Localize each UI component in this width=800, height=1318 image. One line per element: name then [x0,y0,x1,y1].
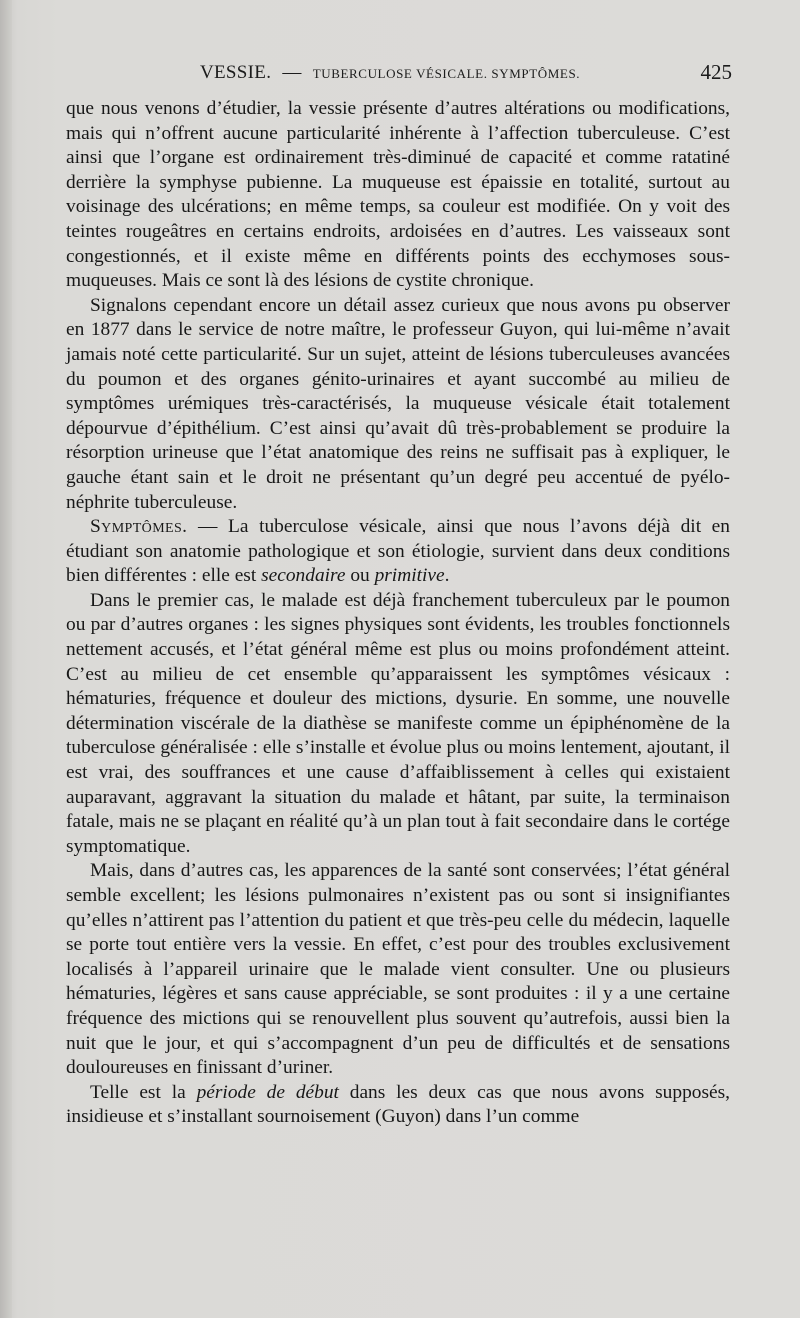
paragraph-3-emphasis-secondaire: secondaire [261,565,346,587]
running-header [66,58,730,88]
paragraph-5: Mais, dans d’autres cas, les apparences de la santé sont conservées; l’état général semble excellent; les lésions pulmonaires n’existent pas ou sont si insignifiantes qu’elles n’attirent pas l’attention du patient et que très-peu celle du médecin, laquelle se porte tout entière vers la vessie. En effet, c’est pour des troubles exclusivement localisés à l’appareil urinaire que le malade vient consulter. Une ou plusieurs hématuries, légères et sans cause appréciable, se sont produites : il y a une certaine fréquence des mictions qui se renouvellent plus souvent qu’autrefois, aussi bien la nuit que le jour, et qui s’accompagnent d’un peu de difficultés et de sensations douloureuses en finissant d’uriner. [66,860,730,1079]
paragraph-6-text-b: dans les deux cas que nous avons supposés, insidieuse et s’installant sournoisement (Guyon) dans l’un comme [66,1081,731,1128]
running-title [200,62,580,84]
paragraph-3-text-b: ou [345,565,375,587]
page-number: 425 [700,60,732,84]
paragraph-2: Signalons cependant encore un détail assez curieux que nous avons pu observer en 1877 dans le service de notre maître, le professeur Guyon, qui lui-même n’avait jamais noté cette particularité. Sur un sujet, atteint de lésions tuberculeuses avancées du poumon et des organes génito-urinaires et ayant succombé au milieu de symptômes urémiques très-caractérisés, la muqueuse vésicale était totalement dépourvue d’épithélium. C’est ainsi qu’avait dû très-probablement se produire la résorption urineuse que l’état anatomique des reins ne suffisait pas à expliquer, le gauche étant sain et le droit ne présentant qu’un degré peu accentué de pyélo-néphrite tuberculeuse. [66,294,730,513]
paragraph-4: Dans le premier cas, le malade est déjà franchement tuberculeux par le poumon ou par d’autres organes : les signes physiques sont évidents, les troubles fonctionnels nettement accusés, et l’état général même est plus ou moins profondément atteint. C’est au milieu de cet ensemble qu’apparaissent les symptômes vésicaux : hématuries, fréquence et douleur des mictions, dysurie. En somme, une nouvelle détermination viscérale de la diathèse se manifeste comme un épiphénomène de la tuberculose généralisée : elle s’installe et évolue plus ou moins lentement, ajoutant, il est vrai, des souffrances et une cause d’affaiblissement à celles qui existaient auparavant, aggravant la situation du malade et hâtant, par suite, la terminaison fatale, mais ne se plaçant en réalité qu’à un plan tout à fait secondaire dans le cortége symptomatique. [66,589,730,857]
running-title-sub: TUBERCULOSE VÉSICALE. SYMPTÔMES. [312,66,581,81]
body-text [66,97,730,1130]
paragraph-6-text-a: Telle est la [90,1081,197,1103]
paragraph-3-emphasis-primitive: primitive [374,565,445,587]
page-spine-shadow [0,0,12,1318]
paragraph-6-emphasis-periode: période de début [196,1081,339,1103]
section-lead-symptomes: Symptômes. [90,516,188,538]
running-title-main: VESSIE. [200,62,272,83]
paragraph-1: que nous venons d’étudier, la vessie présente d’autres altérations ou modifications, mais qui n’offrent aucune particularité inhérente à l’affection tuberculeuse. C’est ainsi que l’organe est ordinairement très-diminué de capacité et comme ratatiné derrière la symphyse pubienne. La muqueuse est épaissie en totalité, surtout au voisinage des ulcérations; en même temps, sa couleur est modifiée. On y voit des teintes rougeâtres en certains endroits, ardoisées en d’autres. Les vaisseaux sont congestionnés, et il existe même en différents points des ecchymoses sous-muqueuses. Mais ce sont là des lésions de cystite chronique. [66,98,730,292]
paragraph-3-text-c: . [444,565,450,587]
paragraph-3-symptomes [66,515,730,589]
paragraph-6 [66,1081,730,1130]
paragraph-3-text-a: — La tuberculose vésicale, ainsi que nous l’avons déjà dit en étudiant son anatomie pathologique et son étiologie, survient dans deux conditions bien différentes : elle est [66,516,730,587]
running-title-dash: — [282,62,302,83]
